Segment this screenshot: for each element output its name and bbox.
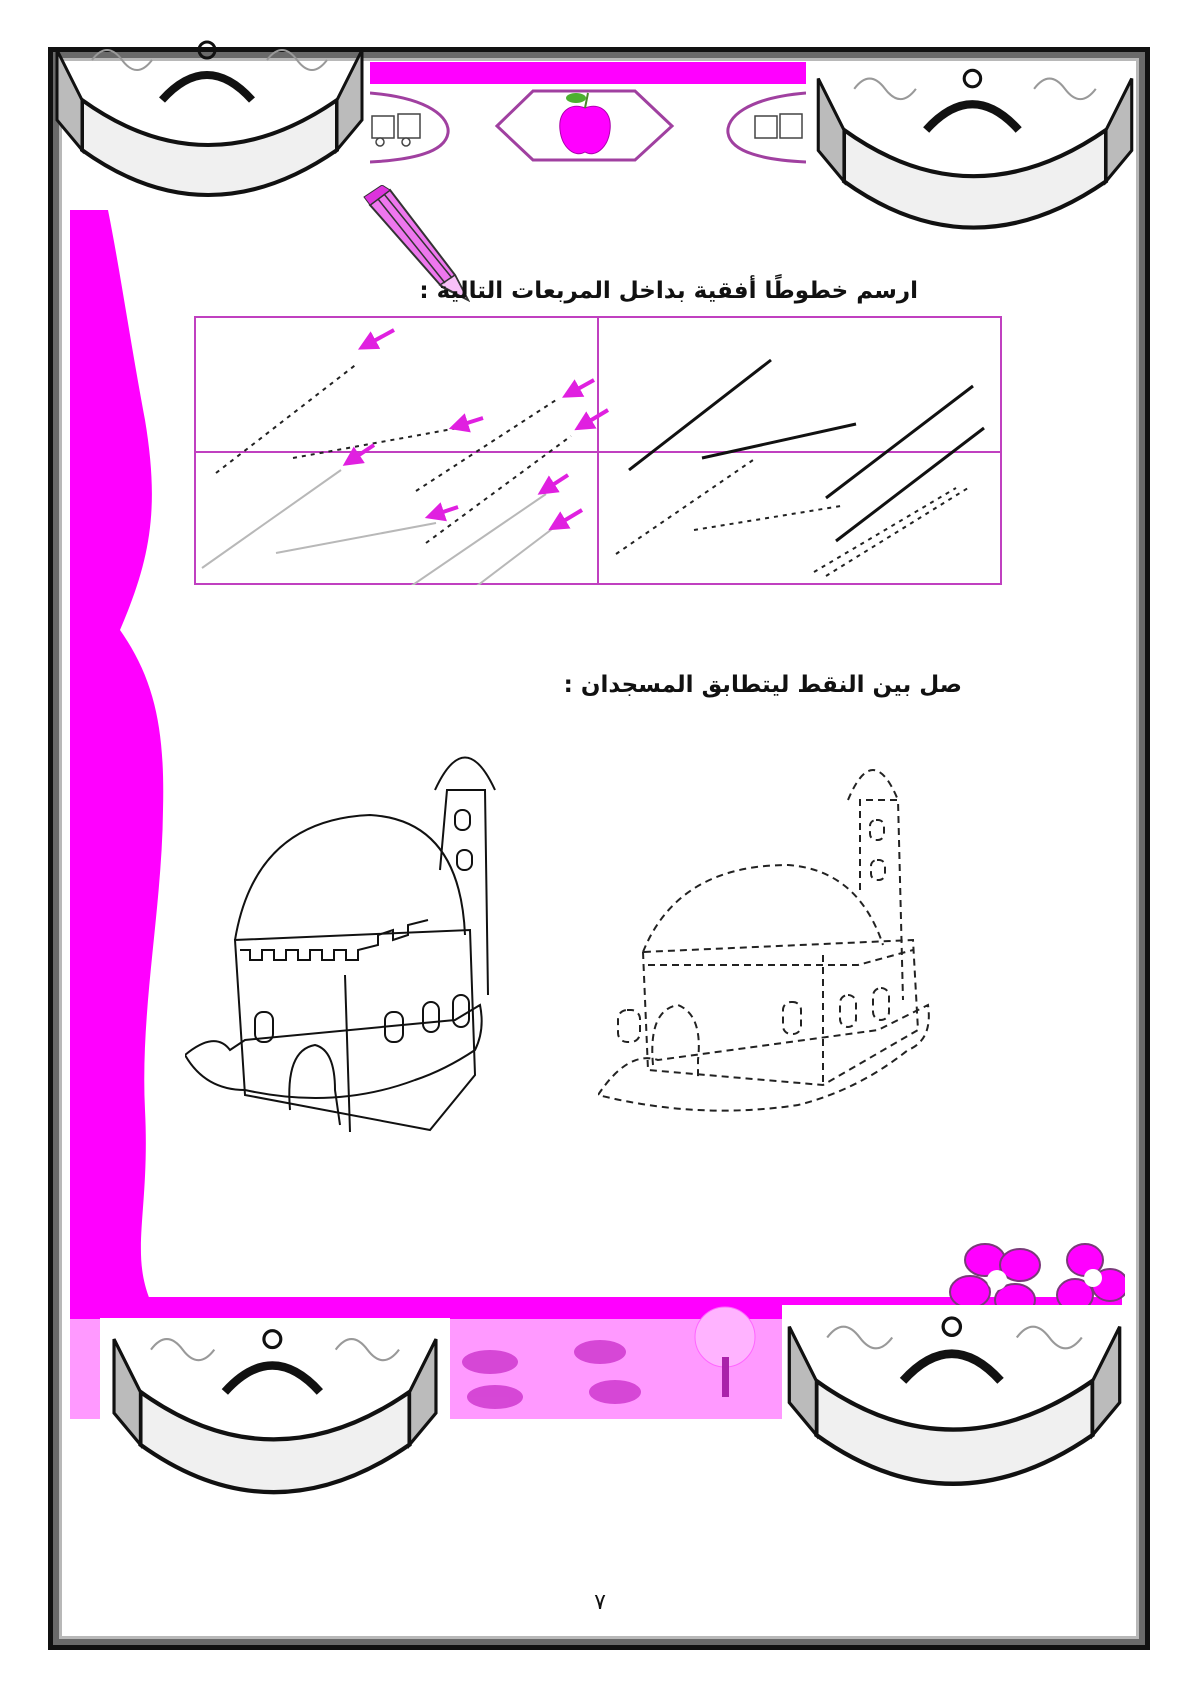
exercise-1-instruction: ارسم خطوطًا أفقية بداخل المربعات التالية :	[419, 278, 918, 304]
train-icon	[372, 114, 420, 146]
scroll-banner-icon	[789, 1318, 1119, 1484]
page-number: ٧	[594, 1590, 606, 1615]
header-ornaments	[370, 88, 806, 168]
scroll-banner-icon	[818, 70, 1131, 227]
scroll-banner-icon	[114, 1331, 436, 1493]
grid-cell-bottom-left	[202, 470, 556, 585]
grid-cell-top-right	[629, 360, 984, 541]
grid-cell-bottom-right	[616, 458, 968, 576]
scroll-banner-icon	[57, 42, 362, 195]
practice-grid	[194, 316, 1002, 585]
grid-cell-top-left	[216, 363, 571, 543]
scroll-banner-bottom-left	[100, 1318, 450, 1508]
mosque-solid	[185, 750, 530, 1150]
header-bar	[370, 62, 806, 84]
scroll-banner-bottom-right	[782, 1305, 1127, 1500]
exercise-2-instruction: صل بين النقط ليتطابق المسجدان :	[563, 672, 962, 698]
arrow-icons	[372, 330, 608, 424]
scroll-banner-top-right	[810, 58, 1140, 243]
scroll-banner-top-left	[52, 30, 367, 210]
mosque-dashed	[598, 740, 943, 1140]
flowers-icon	[945, 1230, 1125, 1315]
